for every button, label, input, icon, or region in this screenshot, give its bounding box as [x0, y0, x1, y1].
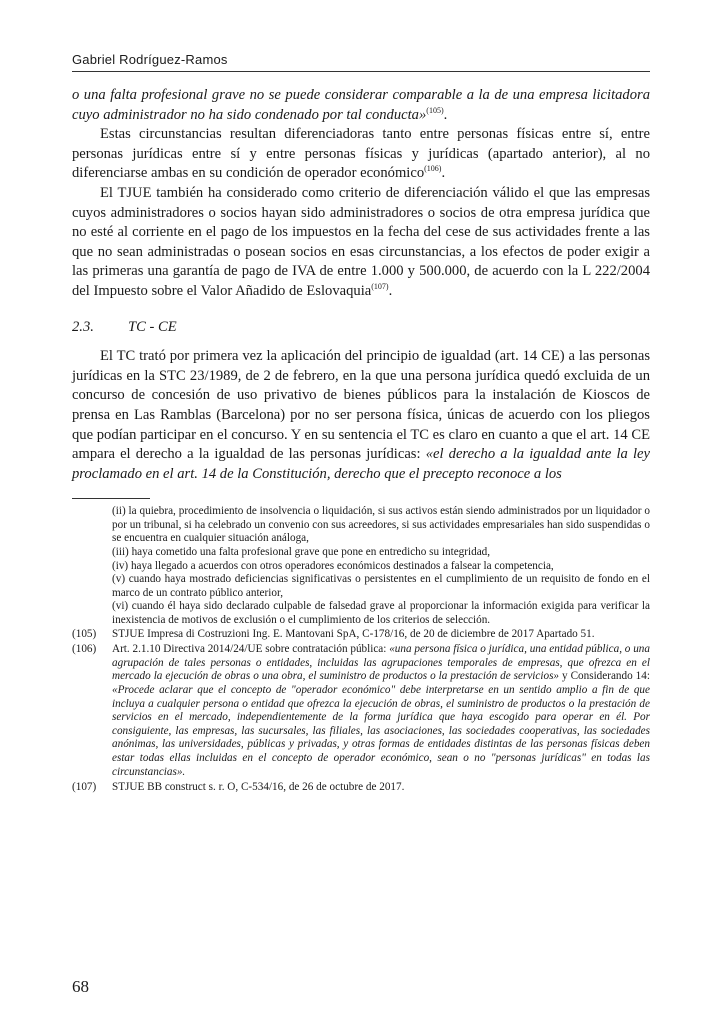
footnote-list-item: (iii) haya cometido una falta profesional grave que pone en entredicho su integridad, — [112, 546, 491, 559]
section-title: TC - CE — [128, 318, 177, 335]
footnote-number: (105) — [72, 627, 97, 640]
footnote-quote: «una persona física o jurídica, una entidad pública, o una agrupación de tales personas o entidades, incluidas las agrupaciones temporales de empresas, que ofrezca en el mercado la ejecución de obras o una obra, el suministro de productos o la prestación de servicios» — [112, 643, 650, 683]
footnote-text — [112, 643, 650, 779]
footnote-107 — [72, 781, 650, 795]
footnote-text-part: Art. 2.1.10 Directiva 2014/24/UE sobre contratación pública: — [112, 643, 390, 656]
punctuation: . — [441, 165, 446, 182]
footnote-text: STJUE BB construct s. r. O, C-534/16, de 26 de octubre de 2017. — [112, 781, 405, 794]
footnote-quote: «Procede aclarar que el concepto de "operador económico" debe interpretarse en un sentido amplio a fin de que incluya a cualquier persona o entidad que ofrezca la ejecución de obras, el suministro de productos o la prestación de servicios en el mercado, independientemente de la forma jurídica que haya escogido para operar en él. Por consiguiente, las empresas, las sucursales, las filiales, las asociaciones, las sociedades cooperativas, las sociedades anónimas, las universidades, públicas y privadas, y otras formas de entidades distintas de las personas físicas deben estar todas ellas incluidas en el concepto de operador económico, sean o no "personas jurídicas" en todas las circunstancias». — [112, 684, 650, 778]
footnote-ref-105[interactable]: (105) — [426, 105, 444, 115]
footnote-list-item: (iv) haya llegado a acuerdos con otros operadores económicos destinados a falsear la competencia, — [112, 559, 554, 572]
section-number: 2.3. — [72, 318, 94, 335]
footnote-105 — [72, 628, 650, 642]
footnote-continuation — [72, 505, 650, 627]
paragraph-4-text: El TC trató por primera vez la aplicación del principio de igualdad (art. 14 CE) a las personas jurídicas en la STC 23/1989, de 2 de febrero, en la que una persona jurídica quedó excluida de un concurso de concesión de uso privativo de bienes públicos para la instalación de Kioscos de prensa en Las Ramblas (Barcelona) por no ser persona física, únicas de acuerdo con los pliegos que podían participar en el concurso. Y en su sentencia el TC es claro en cuanto a que el art. 14 CE ampara el derecho a la igualdad de las personas jurídicas: — [72, 348, 650, 463]
body-text — [72, 86, 650, 484]
footnote-ref-107[interactable]: (107) — [371, 282, 389, 292]
paragraph-4 — [72, 347, 650, 484]
footnote-text-part: y Considerando 14: — [559, 670, 650, 683]
footnote-list-item: (ii) la quiebra, procedimiento de insolvencia o liquidación, si sus activos están siendo administrados por un liquidador o por un tribunal, si ha celebrado un convenio con sus acreedores, si sus actividades empresariales han sido suspendidas o se encuentra en cualquier situación análoga, — [112, 505, 650, 545]
footnote-number: (106) — [72, 643, 97, 656]
running-header: Gabriel Rodríguez-Ramos — [72, 52, 650, 72]
footnote-list-item: (vi) cuando él haya sido declarado culpable de falsedad grave al proporcionar la información exigida para verificar la inexistencia de motivos de exclusión o el cumplimiento de los criterios de selección. — [112, 600, 650, 627]
footnote-list-item: (v) cuando haya mostrado deficiencias significativas o persistentes en el cumplimiento de un requisito de fondo en el marco de un contrato público anterior, — [112, 573, 650, 599]
page-number: 68 — [72, 977, 89, 996]
paragraph-3 — [72, 184, 650, 302]
paragraph-3-text: El TJUE también ha considerado como criterio de diferenciación válido el que las empresas cuyos administradores o socios hayan sido administradores o socios de otra empresa jurídica que no esté al corriente en el pago de los impuestos en la fecha del cese de sus actividades frente a las que no sean administradas o posean socios en esas circunstancias, a los efectos de poder exigir a las primeras una garantía de pago de IVA de entre 1.000 y 500.000, de acuerdo con la L 222/2004 del Impuesto sobre el Valor Añadido de Eslovaquia — [72, 184, 650, 299]
punctuation: . — [443, 106, 448, 123]
paragraph-1 — [72, 86, 650, 125]
paragraph-2-text: Estas circunstancias resultan diferenciadoras tanto entre personas físicas entre sí, entre personas jurídicas entre sí y entre personas físicas y jurídicas (apartado anterior), al no diferenciarse ambas en su condición de operador económico — [72, 126, 650, 182]
paragraph-2 — [72, 125, 650, 184]
footnote-text: STJUE Impresa di Costruzioni Ing. E. Mantovani SpA, C-178/16, de 20 de diciembre de 2017 Apartado 51. — [112, 627, 595, 640]
punctuation: . — [388, 282, 393, 299]
quote-text: o una falta profesional grave no se puede considerar comparable a la de una empresa licitadora cuyo administrador no ha sido condenado por tal conducta» — [72, 87, 650, 123]
footnote-number: (107) — [72, 781, 97, 794]
section-heading — [72, 318, 650, 338]
footnote-106 — [72, 643, 650, 779]
footnote-separator — [72, 498, 150, 499]
footnotes — [72, 505, 650, 794]
quote-text: «el derecho a la igualdad ante la ley proclamado en el art. 14 de la Constitución, derecho que el precepto reconoce a los — [72, 446, 650, 482]
footnote-ref-106[interactable]: (106) — [424, 164, 442, 174]
page-content — [72, 52, 650, 795]
